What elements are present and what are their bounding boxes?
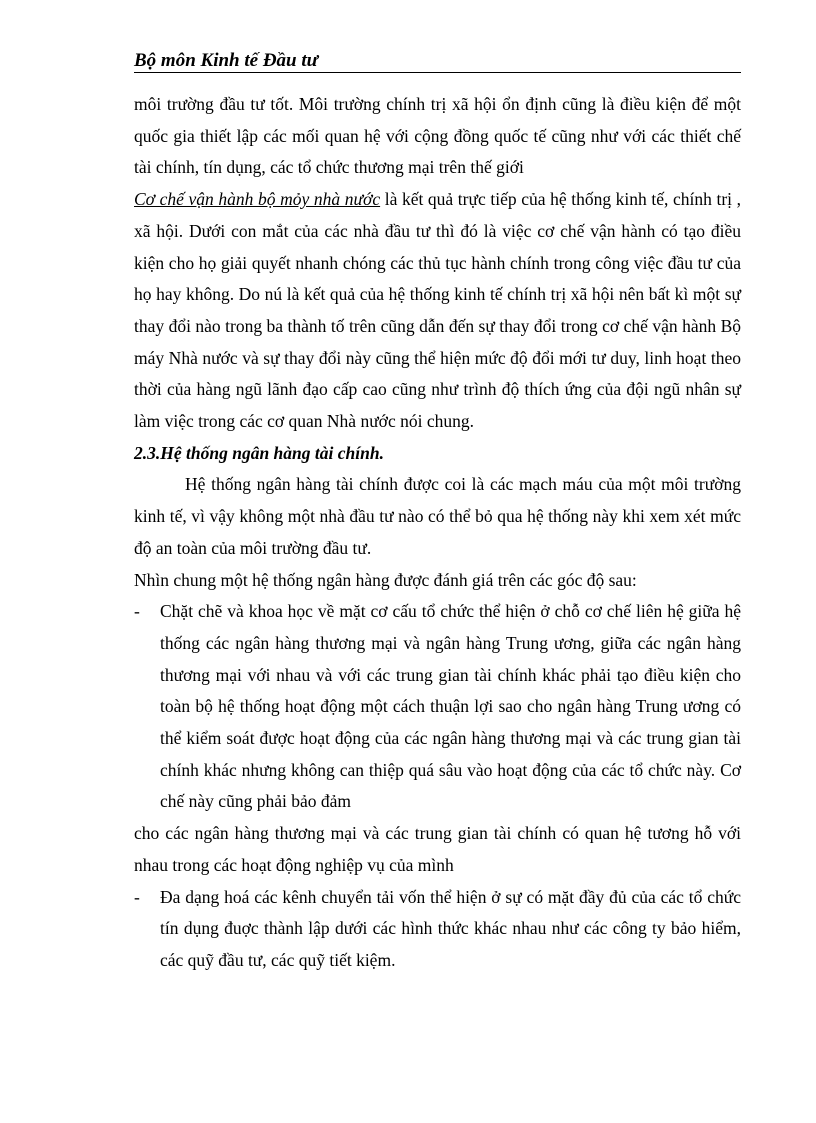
bullet-text: Chặt chẽ và khoa học về mặt cơ cấu tổ chức thể hiện ở chỗ cơ chế liên hệ giữa hệ thống các ngân hàng thương mại và ngân hàng Trung ương, giữa các ngân hàng thương mại với nhau và với các trung gian tài chính khác phải tạo điều kiện cho toàn bộ hệ thống hoạt động một cách thuận lợi sao cho ngân hàng Trung ương có thể kiểm soát được hoạt động của các ngân hàng thương mại và các trung gian tài chính khác nhưng không can thiệp quá sâu vào hoạt động của các tổ chức này. Cơ chế này cũng phải bảo đảm: [160, 601, 741, 812]
paragraph: Nhìn chung một hệ thống ngân hàng được đánh giá trên các góc độ sau:: [134, 569, 637, 590]
header-rule: [134, 72, 741, 73]
document-body: [134, 89, 741, 977]
bullet-dash: -: [134, 886, 140, 907]
paragraph-text: là kết quả trực tiếp của hệ thống kinh tế, chính trị , xã hội. Dưới con mắt của các nhà đầu tư thì đó là việc cơ chế vận hành có tạo điều kiện cho họ giải quyết nhanh chóng các thủ tục hành chính trong công việc đầu tư của họ hay không. Do nú là kết quả của hệ thống kinh tế chính trị xã hội nên bất kì một sự thay đổi nào trong ba thành tố trên cũng dẫn đến sự thay đổi trong cơ chế vận hành Bộ máy Nhà nước và sự thay đổi này cũng thể hiện mức độ đổi mới tư duy, linh hoạt theo thời của hàng ngũ lãnh đạo cấp cao cũng như trình độ thích ứng của đội ngũ nhân sự làm việc trong các cơ quan Nhà nước nói chung.: [134, 189, 742, 432]
paragraph: [134, 184, 741, 438]
section-heading: 2.3.Hệ thống ngân hàng tài chính.: [134, 442, 384, 463]
bullet-item: [134, 882, 741, 977]
bullet-dash: -: [134, 601, 140, 622]
page-header: Bộ môn Kinh tế Đầu tư: [134, 50, 319, 71]
paragraph: cho các ngân hàng thương mại và các trung gian tài chính có quan hệ tương hỗ với nhau trong các hoạt động nghiệp vụ của mình: [134, 823, 741, 875]
bullet-text: Đa dạng hoá các kênh chuyển tải vốn thể hiện ở sự có mặt đầy đủ của các tổ chức tín dụng đuợc thành lập dưới các hình thức khác nhau như các công ty bảo hiểm, các quỹ đầu tư, các quỹ tiết kiệm.: [160, 886, 741, 970]
bullet-item: [134, 596, 741, 818]
underlined-term: Cơ chế vận hành bộ mỏy nhà nước: [134, 189, 381, 210]
paragraph: Hệ thống ngân hàng tài chính được coi là các mạch máu của một môi trường kinh tế, vì vậy không một nhà đầu tư nào có thể bỏ qua hệ thống này khi xem xét mức độ an toàn của môi trường đầu tư.: [134, 474, 741, 558]
paragraph: môi trường đầu tư tốt. Môi trường chính trị xã hội ổn định cũng là điều kiện để một quốc gia thiết lập các mối quan hệ với cộng đồng quốc tế cũng như với các thiết chế tài chính, tín dụng, các tổ chức thương mại trên thế giới: [134, 94, 741, 178]
